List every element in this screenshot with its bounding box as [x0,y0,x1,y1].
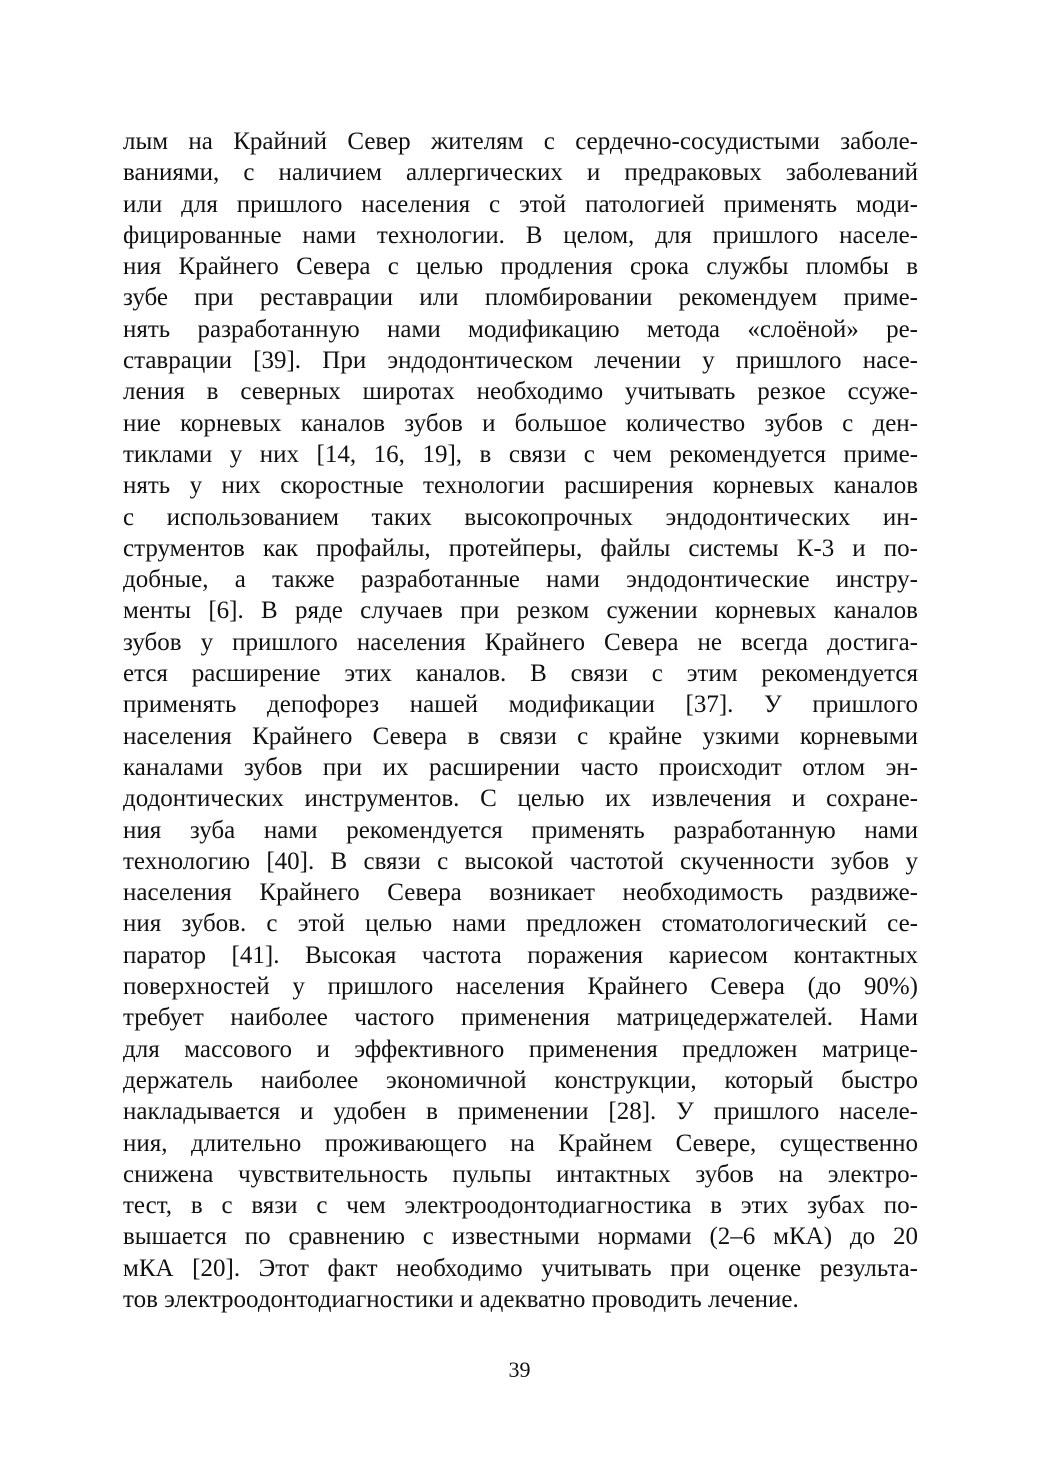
text-line: добные, а также разработанные нами эндодонтические инстру- [123,566,918,594]
text-line: ления в северных широтах необходимо учитывать резкое ссуже- [123,378,918,406]
text-line: тов электроодонтодиагностики и адекватно проводить лечение. [123,1285,799,1313]
text-line: накладывается и удобен в применении [28]. У пришлого населе- [123,1098,918,1126]
text-line: держатель наиболее экономичной конструкции, который быстро [123,1066,918,1094]
text-line: ваниями, с наличием аллергических и предраковых заболеваний [123,159,918,187]
text-line: ставрации [39]. При эндодонтическом лечении у пришлого насе- [123,347,918,375]
text-line: снижена чувствительность пульпы интактных зубов на электро- [123,1160,918,1188]
text-line: населения Крайнего Севера возникает необходимость раздвиже- [123,879,918,907]
text-line: менты [6]. В ряде случаев при резком сужении корневых каналов [123,597,918,625]
text-line: ния Крайнего Севера с целью продления срока службы пломбы в [123,253,918,281]
text-line: вышается по сравнению с известными нормами (2–6 мКА) до 20 [123,1223,918,1251]
text-line: требует наиболее частого применения матрицедержателей. Нами [123,1004,918,1032]
text-line: паратор [41]. Высокая частота поражения кариесом контактных [123,941,918,969]
text-line: додонтических инструментов. С целью их извлечения и сохране- [123,785,918,813]
text-line: зубе при реставрации или пломбировании рекомендуем приме- [123,284,918,312]
text-line: поверхностей у пришлого населения Крайнего Севера (до 90%) [123,973,918,1001]
text-line: применять депофорез нашей модификации [37]. У пришлого [123,691,918,719]
text-line: зубов у пришлого населения Крайнего Севера не всегда достига- [123,628,918,656]
text-line: ния, длительно проживающего на Крайнем Севере, существенно [123,1129,918,1157]
text-line: с использованием таких высокопрочных эндодонтических ин- [123,503,918,531]
text-line: ние корневых каналов зубов и большое количество зубов с ден- [123,409,918,437]
text-line: для массового и эффективного применения предложен матрице- [123,1035,918,1063]
text-line: или для пришлого населения с этой патологией применять моди- [123,190,918,218]
text-line: ния зуба нами рекомендуется применять разработанную нами [123,816,918,844]
page-number: 39 [508,1357,531,1382]
text-line: ния зубов. с этой целью нами предложен стоматологический се- [123,910,918,938]
text-line: струментов как профайлы, протейперы, файлы системы К-3 и по- [123,534,918,562]
text-line: мКА [20]. Этот факт необходимо учитывать при оценке результа- [123,1254,918,1282]
text-line: населения Крайнего Севера в связи с крайне узкими корневыми [123,722,918,750]
text-line: ется расширение этих каналов. В связи с этим рекомендуется [123,660,918,688]
text-line: нять разработанную нами модификацию метода «слоёной» ре- [123,315,918,343]
body-paragraph [123,126,918,1315]
text-line: фицированные нами технологии. В целом, для пришлого населе- [123,221,918,249]
text-line: каналами зубов при их расширении часто происходит отлом эн- [123,753,918,781]
text-line: технологию [40]. В связи с высокой частотой скученности зубов у [123,847,918,875]
text-line: тиклами у них [14, 16, 19], в связи с чем рекомендуется приме- [123,440,918,468]
text-line: нять у них скоростные технологии расширения корневых каналов [123,472,918,500]
text-line: тест, в с вязи с чем электроодонтодиагностика в этих зубах по- [123,1192,918,1220]
text-line: лым на Крайний Север жителям с сердечно-сосудистыми заболе- [123,128,918,155]
